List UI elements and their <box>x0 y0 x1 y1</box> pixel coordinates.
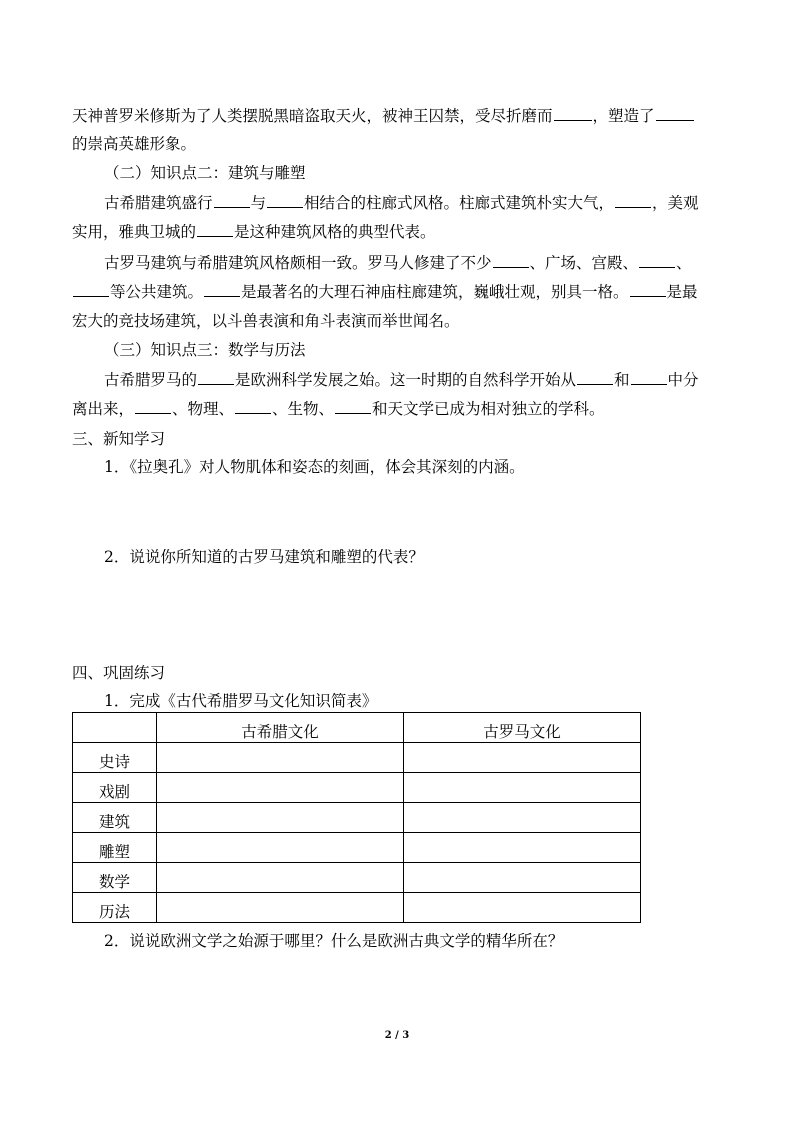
text-segment: 是最 <box>666 283 698 301</box>
text-segment: 古希腊罗马的 <box>104 371 198 389</box>
fill-blank[interactable] <box>135 399 171 414</box>
section-title: 四、巩固练习 <box>72 664 166 682</box>
table-cell[interactable] <box>404 773 641 803</box>
table-cell[interactable] <box>157 863 404 893</box>
question: 2．说说你所知道的古罗马建筑和雕塑的代表？ <box>104 548 424 566</box>
text-segment: 是这种建筑风格的典型代表。 <box>234 223 436 241</box>
text-segment: 实用，雅典卫城的 <box>72 223 197 241</box>
text-segment: 是最著名的大理石神庙柱廊建筑，巍峨壮观，别具一格。 <box>241 283 629 301</box>
question: 1．《拉奥孔》对人物肌体和姿态的刻画，体会其深刻的内涵。 <box>104 458 525 476</box>
text-segment: 古罗马建筑与希腊建筑风格颇相一致。罗马人修建了不少 <box>104 254 492 272</box>
fill-blank[interactable] <box>577 370 613 385</box>
fill-blank[interactable] <box>631 370 667 385</box>
text-segment: 和 <box>614 371 630 389</box>
table-header-cell: 古希腊文化 <box>157 713 404 743</box>
knowledge-table <box>72 712 641 923</box>
page-number: 2 / 3 <box>384 1030 410 1041</box>
table-header-cell <box>73 713 157 743</box>
text-line <box>104 370 754 390</box>
table-cell[interactable] <box>157 773 404 803</box>
table-row <box>73 773 641 803</box>
question: 2．说说欧洲文学之始源于哪里？什么是欧洲古典文学的精华所在？ <box>104 932 564 950</box>
text-line <box>72 399 722 419</box>
fill-blank[interactable] <box>214 193 250 208</box>
fill-blank[interactable] <box>235 399 271 414</box>
text-segment: 、广场、宫殿、 <box>529 254 639 272</box>
table-row <box>73 863 641 893</box>
table-cell[interactable] <box>157 833 404 863</box>
fill-blank[interactable] <box>198 370 234 385</box>
text-segment: ，塑造了 <box>592 107 655 125</box>
text-line <box>72 222 722 242</box>
fill-blank[interactable] <box>615 193 651 208</box>
text-line: 宏大的竞技场建筑，以斗兽表演和角斗表演而举世闻名。 <box>72 312 460 330</box>
text-segment: 天神普罗米修斯为了人类摆脱黑暗盗取天火，被神王囚禁，受尽折磨而 <box>72 107 553 125</box>
fill-blank[interactable] <box>639 253 675 268</box>
table-cell[interactable] <box>404 803 641 833</box>
table-cell[interactable] <box>404 743 641 773</box>
text-segment: 、物理、 <box>172 400 235 418</box>
table-row <box>73 893 641 923</box>
section-heading: （三）知识点三：数学与历法 <box>104 341 306 359</box>
table-header-cell: 古罗马文化 <box>404 713 641 743</box>
row-label: 雕塑 <box>73 833 157 863</box>
text-segment: 与 <box>250 194 267 212</box>
fill-blank[interactable] <box>630 282 666 297</box>
section-heading: （二）知识点二：建筑与雕塑 <box>104 164 306 182</box>
text-segment: 、 <box>676 254 692 272</box>
fill-blank[interactable] <box>73 282 109 297</box>
text-segment: 、生物、 <box>272 400 335 418</box>
table-cell[interactable] <box>157 743 404 773</box>
row-label: 建筑 <box>73 803 157 833</box>
text-line <box>104 193 754 213</box>
fill-blank[interactable] <box>204 282 240 297</box>
row-label: 戏剧 <box>73 773 157 803</box>
table-row <box>73 803 641 833</box>
table-cell[interactable] <box>404 863 641 893</box>
fill-blank[interactable] <box>267 193 303 208</box>
table-cell[interactable] <box>404 893 641 923</box>
table-row <box>73 743 641 773</box>
text-segment: 古希腊建筑盛行 <box>104 194 213 212</box>
section-title: 三、新知学习 <box>72 430 166 448</box>
table-row <box>73 833 641 863</box>
fill-blank[interactable] <box>554 106 592 121</box>
row-label: 史诗 <box>73 743 157 773</box>
text-segment: 中分 <box>667 371 699 389</box>
table-header-row <box>73 713 641 743</box>
fill-blank[interactable] <box>197 222 233 237</box>
row-label: 数学 <box>73 863 157 893</box>
text-line <box>104 253 754 273</box>
fill-blank[interactable] <box>656 106 694 121</box>
text-line <box>72 106 722 126</box>
row-label: 历法 <box>73 893 157 923</box>
text-segment: 是欧洲科学发展之始。这一时期的自然科学开始从 <box>235 371 577 389</box>
question: 1．完成《古代希腊罗马文化知识简表》 <box>104 692 378 710</box>
text-segment: 和天文学已成为相对独立的学科。 <box>372 400 605 418</box>
text-segment: 等公共建筑。 <box>110 283 204 301</box>
text-segment: ，美观 <box>652 194 699 212</box>
table-cell[interactable] <box>404 833 641 863</box>
fill-blank[interactable] <box>493 253 529 268</box>
text-segment: 相结合的柱廊式风格。柱廊式建筑朴实大气， <box>304 194 615 212</box>
text-line: 的崇高英雄形象。 <box>72 135 197 153</box>
text-line <box>72 282 722 302</box>
table-cell[interactable] <box>157 893 404 923</box>
fill-blank[interactable] <box>335 399 371 414</box>
text-segment: 离出来， <box>72 400 135 418</box>
table-cell[interactable] <box>157 803 404 833</box>
